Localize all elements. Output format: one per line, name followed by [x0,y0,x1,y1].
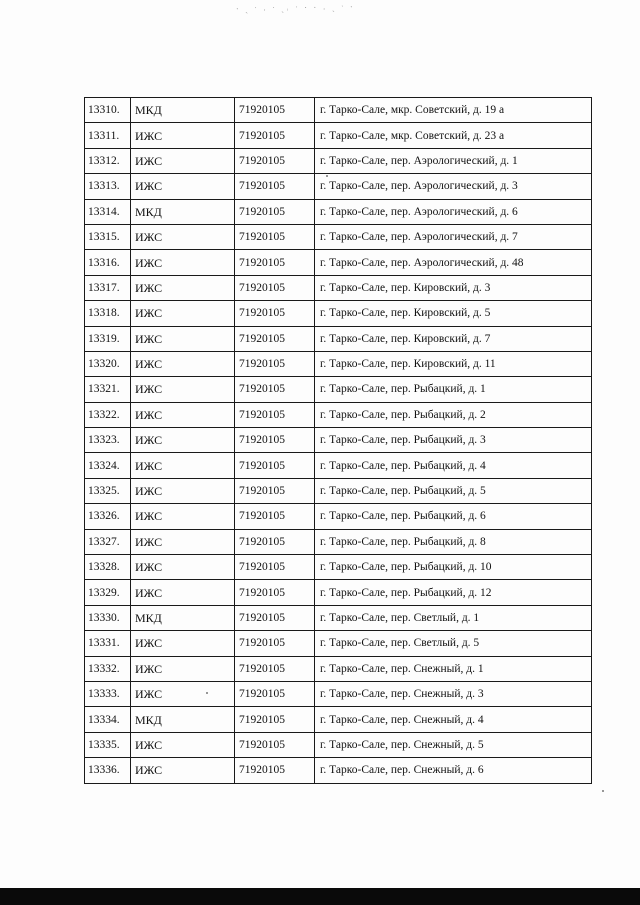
row-number-cell: 13324. [85,453,131,478]
building-type-cell: ИЖС [131,351,235,376]
oktmo-code-cell: 71920105 [235,631,315,656]
building-type-cell: ИЖС [131,402,235,427]
building-type-cell: МКД [131,707,235,732]
row-number-cell: 13326. [85,504,131,529]
row-number-cell: 13313. [85,174,131,199]
scan-dot [602,790,604,792]
table-row [85,123,592,148]
building-type-cell: ИЖС [131,656,235,681]
table-row [85,504,592,529]
oktmo-code-cell: 71920105 [235,555,315,580]
table-row [85,98,592,123]
building-type-cell: ИЖС [131,580,235,605]
address-cell: г. Тарко-Сале, мкр. Советский, д. 23 а [315,123,592,148]
table-row [85,199,592,224]
address-cell: г. Тарко-Сале, пер. Кировский, д. 7 [315,326,592,351]
address-cell: г. Тарко-Сале, пер. Рыбацкий, д. 6 [315,504,592,529]
building-type-cell: ИЖС [131,428,235,453]
row-number-cell: 13328. [85,555,131,580]
address-cell: г. Тарко-Сале, пер. Аэрологический, д. 7 [315,224,592,249]
address-cell: г. Тарко-Сале, пер. Аэрологический, д. 6 [315,199,592,224]
row-number-cell: 13327. [85,529,131,554]
oktmo-code-cell: 71920105 [235,123,315,148]
row-number-cell: 13331. [85,631,131,656]
building-type-cell: ИЖС [131,326,235,351]
building-type-cell: ИЖС [131,123,235,148]
building-type-cell: ИЖС [131,529,235,554]
table-row [85,732,592,757]
building-type-cell: ИЖС [131,250,235,275]
oktmo-code-cell: 71920105 [235,707,315,732]
oktmo-code-cell: 71920105 [235,250,315,275]
table-row [85,758,592,783]
row-number-cell: 13323. [85,428,131,453]
address-cell: г. Тарко-Сале, пер. Светлый, д. 1 [315,605,592,630]
address-cell: г. Тарко-Сале, пер. Рыбацкий, д. 8 [315,529,592,554]
building-type-cell: МКД [131,199,235,224]
address-cell: г. Тарко-Сале, пер. Снежный, д. 1 [315,656,592,681]
oktmo-code-cell: 71920105 [235,377,315,402]
table-row [85,326,592,351]
table-row [85,529,592,554]
row-number-cell: 13314. [85,199,131,224]
row-number-cell: 13334. [85,707,131,732]
building-type-cell: МКД [131,605,235,630]
oktmo-code-cell: 71920105 [235,504,315,529]
oktmo-code-cell: 71920105 [235,148,315,173]
address-cell: г. Тарко-Сале, пер. Рыбацкий, д. 3 [315,428,592,453]
oktmo-code-cell: 71920105 [235,275,315,300]
building-type-cell: ИЖС [131,224,235,249]
oktmo-code-cell: 71920105 [235,402,315,427]
oktmo-code-cell: 71920105 [235,453,315,478]
table-row [85,453,592,478]
table-row [85,428,592,453]
address-table [84,97,592,784]
address-cell: г. Тарко-Сале, пер. Рыбацкий, д. 2 [315,402,592,427]
oktmo-code-cell: 71920105 [235,478,315,503]
scan-dot [206,692,208,694]
row-number-cell: 13319. [85,326,131,351]
table-row [85,478,592,503]
address-cell: г. Тарко-Сале, пер. Кировский, д. 3 [315,275,592,300]
table-row [85,351,592,376]
oktmo-code-cell: 71920105 [235,301,315,326]
scan-bottom-edge [0,888,640,905]
building-type-cell: ИЖС [131,478,235,503]
row-number-cell: 13333. [85,681,131,706]
oktmo-code-cell: 71920105 [235,326,315,351]
table-row [85,250,592,275]
oktmo-code-cell: 71920105 [235,199,315,224]
scan-artifact-marks: · ˏ ˑ ˒ ˑ ˏ˒ ˑ · · ˒ ˏ ˑ · [235,1,355,14]
table-row [85,148,592,173]
address-cell: г. Тарко-Сале, пер. Рыбацкий, д. 4 [315,453,592,478]
table-row [85,656,592,681]
address-cell: г. Тарко-Сале, пер. Снежный, д. 5 [315,732,592,757]
row-number-cell: 13316. [85,250,131,275]
row-number-cell: 13310. [85,98,131,123]
building-type-cell: ИЖС [131,148,235,173]
table-row [85,224,592,249]
building-type-cell: ИЖС [131,453,235,478]
table-row [85,681,592,706]
table-row [85,555,592,580]
address-cell: г. Тарко-Сале, мкр. Советский, д. 19 а [315,98,592,123]
row-number-cell: 13325. [85,478,131,503]
row-number-cell: 13311. [85,123,131,148]
address-cell: г. Тарко-Сале, пер. Рыбацкий, д. 10 [315,555,592,580]
row-number-cell: 13329. [85,580,131,605]
scan-dot [326,175,328,177]
row-number-cell: 13336. [85,758,131,783]
address-cell: г. Тарко-Сале, пер. Кировский, д. 11 [315,351,592,376]
row-number-cell: 13332. [85,656,131,681]
address-cell: г. Тарко-Сале, пер. Рыбацкий, д. 5 [315,478,592,503]
oktmo-code-cell: 71920105 [235,605,315,630]
row-number-cell: 13317. [85,275,131,300]
oktmo-code-cell: 71920105 [235,732,315,757]
row-number-cell: 13318. [85,301,131,326]
address-cell: г. Тарко-Сале, пер. Снежный, д. 3 [315,681,592,706]
building-type-cell: МКД [131,98,235,123]
table-row [85,301,592,326]
building-type-cell: ИЖС [131,681,235,706]
building-type-cell: ИЖС [131,301,235,326]
address-cell: г. Тарко-Сале, пер. Снежный, д. 6 [315,758,592,783]
building-type-cell: ИЖС [131,555,235,580]
oktmo-code-cell: 71920105 [235,98,315,123]
row-number-cell: 13335. [85,732,131,757]
oktmo-code-cell: 71920105 [235,656,315,681]
address-cell: г. Тарко-Сале, пер. Снежный, д. 4 [315,707,592,732]
address-cell: г. Тарко-Сале, пер. Аэрологический, д. 1 [315,148,592,173]
table-row [85,631,592,656]
table-row [85,605,592,630]
address-cell: г. Тарко-Сале, пер. Аэрологический, д. 3 [315,174,592,199]
row-number-cell: 13322. [85,402,131,427]
row-number-cell: 13320. [85,351,131,376]
oktmo-code-cell: 71920105 [235,529,315,554]
address-cell: г. Тарко-Сале, пер. Аэрологический, д. 48 [315,250,592,275]
table-row [85,174,592,199]
oktmo-code-cell: 71920105 [235,580,315,605]
row-number-cell: 13312. [85,148,131,173]
address-cell: г. Тарко-Сале, пер. Рыбацкий, д. 12 [315,580,592,605]
table-row [85,377,592,402]
building-type-cell: ИЖС [131,377,235,402]
oktmo-code-cell: 71920105 [235,351,315,376]
table-row [85,580,592,605]
address-cell: г. Тарко-Сале, пер. Светлый, д. 5 [315,631,592,656]
row-number-cell: 13330. [85,605,131,630]
oktmo-code-cell: 71920105 [235,224,315,249]
address-cell: г. Тарко-Сале, пер. Кировский, д. 5 [315,301,592,326]
table-row [85,402,592,427]
building-type-cell: ИЖС [131,504,235,529]
building-type-cell: ИЖС [131,732,235,757]
row-number-cell: 13321. [85,377,131,402]
building-type-cell: ИЖС [131,631,235,656]
address-cell: г. Тарко-Сале, пер. Рыбацкий, д. 1 [315,377,592,402]
row-number-cell: 13315. [85,224,131,249]
address-table-body [85,98,592,784]
oktmo-code-cell: 71920105 [235,681,315,706]
building-type-cell: ИЖС [131,275,235,300]
table-row [85,275,592,300]
oktmo-code-cell: 71920105 [235,174,315,199]
building-type-cell: ИЖС [131,174,235,199]
table-row [85,707,592,732]
building-type-cell: ИЖС [131,758,235,783]
oktmo-code-cell: 71920105 [235,428,315,453]
oktmo-code-cell: 71920105 [235,758,315,783]
